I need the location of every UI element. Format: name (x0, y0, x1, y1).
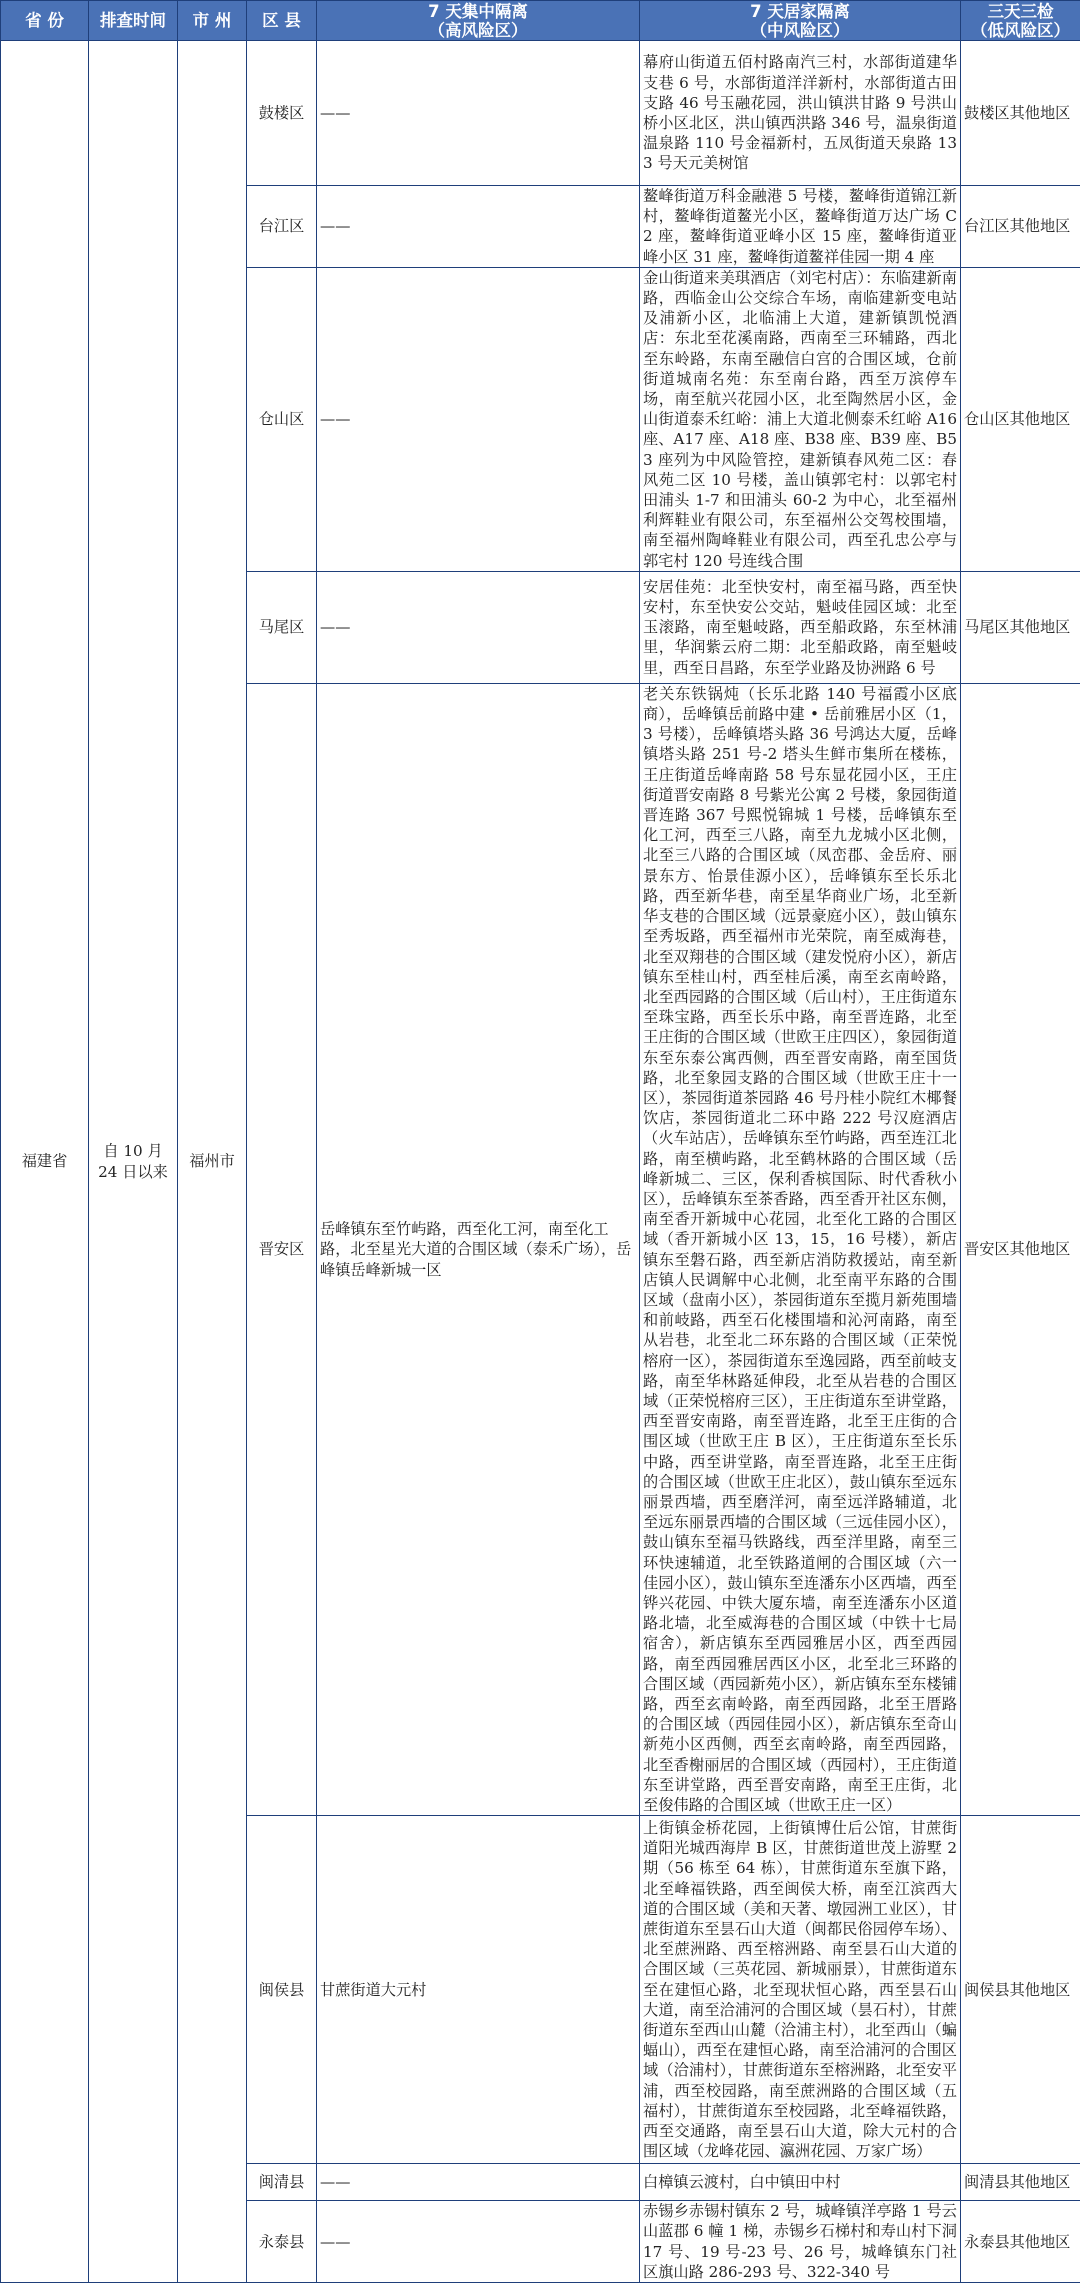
city-cell (178, 41, 247, 2283)
district-name: 晋安区 (259, 1240, 305, 1258)
district-name: 永泰县 (259, 2233, 305, 2251)
header-district-label: 区 县 (262, 11, 301, 30)
district-name: 台江区 (259, 217, 305, 235)
low-risk-cell (961, 683, 1080, 1815)
low-risk-cell (961, 2164, 1080, 2201)
header-mid-risk (640, 1, 961, 41)
mid-risk-cell (640, 186, 961, 268)
high-risk-text: —— (320, 2233, 350, 2251)
district-name: 仓山区 (259, 410, 305, 428)
high-risk-text: —— (320, 410, 350, 428)
low-risk-text: 鼓楼区其他地区 (964, 104, 1070, 122)
header-mid-risk-title: 7 天居家隔离 (642, 2, 958, 21)
mid-risk-text: 幕府山街道五佰村路南汽三村，水部街道建华支巷 6 号，水部街道洋洋新村，水部街道古田支路 46 号玉融花园，洪山镇洪甘路 9 号洪山桥小区北区，洪山镇西洪路 346 号，温泉街道温泉路 110 号金福新村，五凤街道天泉路 133 号天元美树馆 (643, 52, 957, 173)
header-low-risk-title: 三天三检 (963, 2, 1078, 21)
district-cell (247, 186, 317, 268)
mid-risk-cell (640, 267, 961, 571)
high-risk-text: —— (320, 217, 350, 235)
header-high-risk-subtitle: （高风险区） (319, 21, 637, 40)
header-low-risk-subtitle: （低风险区） (963, 21, 1078, 40)
district-name: 鼓楼区 (259, 104, 305, 122)
header-city (178, 1, 247, 41)
low-risk-text: 马尾区其他地区 (964, 618, 1070, 636)
high-risk-text: —— (320, 618, 350, 636)
mid-risk-text: 安居佳苑：北至快安村，南至福马路，西至快安村，东至快安公交站，魁岐佳园区域：北至玉滚路，南至魁岐路，西至船政路，东至林浦里，华润紫云府二期：北至船政路，南至魁岐里，西至日昌路，东至学业路及协洲路 6 号 (643, 577, 957, 678)
mid-risk-text: 白樟镇云渡村，白中镇田中村 (643, 2172, 957, 2192)
mid-risk-cell (640, 2201, 961, 2283)
table-body (1, 41, 1080, 2283)
mid-risk-text: 老关东铁锅炖（长乐北路 140 号福霞小区底商），岳峰镇岳前路中建 • 岳前雅居小区（1，3 号楼），岳峰镇塔头路 36 号鸿达大厦，岳峰镇塔头路 251 号-2 塔头生鲜市集所在楼栋，王庄街道岳峰南路 58 号东显花园小区，王庄街道晋安南路 8 号紫光公寓 2 号楼，象园街道晋连路 367 号熙悦锦城 1 号楼，岳峰镇东至化工河，西至三八路，南至九龙城小区北侧，北至三八路的合围区域（凤峦郡、金岳府、丽景东方、怡景佳源小区），岳峰镇东至长乐北路，西至新华巷，南至星华商业广场，北至新华支巷的合围区域（远景豪庭小区），鼓山镇东至秀坂路，西至福州市光荣院，南至威海巷，北至双翔巷的合围区域（建发悦府小区），新店镇东至桂山村，西至桂后溪，南至玄南岭路，北至西园路的合围区域（后山村），王庄街道东至珠宝路，西至长乐中路，南至晋连路，北至王庄街的合围区域（世欧王庄四区），象园街道东至东泰公寓西侧，西至晋安南路，南至国货路，北至象园支路的合围区域（世欧王庄十一区），茶园街道茶园路 46 号丹桂小院红木椰餐饮店，茶园街道北二环中路 222 号汉庭酒店（火车站店），岳峰镇东至竹屿路，西至连江北路，南至横屿路，北至鹤林路的合围区域（岳峰新城二、三区，保利香槟国际、时代香秋小区），岳峰镇东至茶香路，西至香开社区东侧，南至香开新城中心花园，北至化工路的合围区域（香开新城小区 13，15，16 号楼），新店镇东至磐石路，西至新店消防救援站，南至新店镇人民调解中心北侧，北至南平东路的合围区域（盘南小区），茶园街道东至揽月新苑围墙和前岐路，西至石化楼围墙和沁河南路，南至从岩巷，北至北二环东路的合围区域（正荣悦榕府一区），茶园街道东至逸园路，西至前岐支路，南至华林路延伸段，北至从岩巷的合围区域（正荣悦榕府三区），王庄街道东至讲堂路，西至晋安南路，南至晋连路，北至王庄街的合围区域（世欧王庄 B 区），王庄街道东至长乐中路，西至讲堂路，南至晋连路，北至王庄街的合围区域（世欧王庄北区），鼓山镇东至远东丽景西墙，西至磨洋河，南至远洋路辅道，北至远东丽景西墙的合围区域（三远佳园小区），鼓山镇东至福马铁路线，西至洋里路，南至三环快速辅道，北至铁路道闸的合围区域（六一佳园小区），鼓山镇东至连潘东小区西墙，西至铧兴花园、中铁大厦东墙，南至连潘东小区道路北墙，北至威海巷的合围区域（中铁十七局宿舍），新店镇东至西园雅居小区，西至西园路，南至西园雅居西区小区，北至北三环路的合围区域（西园新苑小区），新店镇东至东楼铺路，西至玄南岭路，南至西园路，北至王厝路的合围区域（西园佳园小区），新店镇东至奇山新苑小区西侧，西至玄南岭路，南至西园路，北至香榭丽居的合围区域（西园村），王庄街道东至讲堂路，西至晋安南路，南至王庄街，北至俊伟路的合围区域（世欧王庄一区） (643, 684, 957, 1815)
province-value: 福建省 (22, 1152, 68, 1170)
low-risk-cell (961, 1816, 1080, 2164)
header-high-risk (317, 1, 640, 41)
high-risk-text: 甘蔗街道大元村 (320, 1981, 426, 1999)
high-risk-text: —— (320, 104, 350, 122)
mid-risk-cell (640, 1816, 961, 2164)
mid-risk-cell (640, 683, 961, 1815)
mid-risk-text: 赤锡乡赤锡村镇东 2 号，城峰镇洋亭路 1 号云山蓝郡 6 幢 1 梯，赤锡乡石梯村和寿山村下洞 17 号、19 号-23 号、26 号，城峰镇东门社区旗山路 286-293 号、322-340 号 (643, 2201, 957, 2282)
low-risk-text: 闽侯县其他地区 (964, 1981, 1070, 1999)
table-row (1, 41, 1080, 186)
district-name: 闽侯县 (259, 1981, 305, 1999)
high-risk-text: —— (320, 2173, 350, 2191)
check-time-value: 自 10 月 24 日以来 (98, 1142, 168, 1180)
mid-risk-cell (640, 41, 961, 186)
high-risk-cell (317, 571, 640, 683)
district-cell (247, 41, 317, 186)
header-province (1, 1, 89, 41)
mid-risk-text: 金山街道来美琪酒店（刘宅村店）：东临建新南路，西临金山公交综合车场，南临建新变电站及浦新小区，北临浦上大道，建新镇凯悦酒店：东北至花溪南路，西南至三环辅路，西北至东岭路，东南至融信白宫的合围区域，仓前街道城南名苑：东至南台路，西至万滨停车场，南至航兴花园小区，北至陶然居小区，金山街道泰禾红峪：浦上大道北侧泰禾红峪 A16 座、A17 座、A18 座、B38 座、B39 座、B53 座列为中风险管控，建新镇春风苑二区：春风苑二区 10 号楼，盖山镇郭宅村：以郭宅村田浦头 1-7 和田浦头 60-2 为中心，北至福州利辉鞋业有限公司，东至福州公交驾校围墙，南至福州陶峰鞋业有限公司，西至孔忠公亭与郭宅村 120 号连线合围 (643, 268, 957, 571)
district-cell (247, 2164, 317, 2201)
check-time-cell (89, 41, 178, 2283)
low-risk-cell (961, 2201, 1080, 2283)
district-name: 闽清县 (259, 2173, 305, 2191)
mid-risk-cell (640, 571, 961, 683)
header-district (247, 1, 317, 41)
high-risk-cell (317, 2201, 640, 2283)
high-risk-cell (317, 186, 640, 268)
high-risk-cell (317, 267, 640, 571)
city-value: 福州市 (189, 1152, 235, 1170)
low-risk-cell (961, 571, 1080, 683)
low-risk-text: 永泰县其他地区 (964, 2233, 1070, 2251)
district-cell (247, 267, 317, 571)
district-name: 马尾区 (259, 618, 305, 636)
low-risk-text: 台江区其他地区 (964, 217, 1070, 235)
district-cell (247, 571, 317, 683)
province-cell (1, 41, 89, 2283)
header-city-label: 市 州 (193, 11, 232, 30)
low-risk-text: 晋安区其他地区 (964, 1240, 1070, 1258)
mid-risk-text: 鳌峰街道万科金融港 5 号楼，鳌峰街道锦江新村，鳌峰街道鳌光小区，鳌峰街道万达广场 C2 座，鳌峰街道亚峰小区 15 座，鳌峰街道亚峰小区 31 座，鳌峰街道鳌祥佳园一期 4 座 (643, 186, 957, 267)
low-risk-text: 仓山区其他地区 (964, 410, 1070, 428)
mid-risk-text: 上街镇金桥花园，上街镇博仕后公馆，甘蔗街道阳光城西海岸 B 区，甘蔗街道世茂上游墅 2 期（56 栋至 64 栋），甘蔗街道东至旗下路，北至峰福铁路，西至闽侯大桥，南至江滨西大道的合围区域（美和天著、墩园洲工业区），甘蔗街道东至昙石山大道（闽都民俗园停车场）、北至蔗洲路、西至榕洲路、南至昙石山大道的合围区域（三英花园、新城丽景），甘蔗街道东至在建恒心路，北至现状恒心路，西至昙石山大道，南至洽浦河的合围区域（昙石村），甘蔗街道东至西山山麓（洽浦主村），北至西山（蝙蝠山），西至在建恒心路，南至洽浦河的合围区域（洽浦村），甘蔗街道东至榕洲路，北至安平浦，西至校园路，南至蔗洲路的合围区域（五福村），甘蔗街道东至校园路，北至峰福铁路，西至交通路，南至昙石山大道，除大元村的合围区域（龙峰花园、瀛洲花园、万家广场） (643, 1818, 957, 2161)
header-high-risk-title: 7 天集中隔离 (319, 2, 637, 21)
low-risk-cell (961, 186, 1080, 268)
high-risk-cell (317, 41, 640, 186)
low-risk-cell (961, 267, 1080, 571)
mid-risk-cell (640, 2164, 961, 2201)
high-risk-cell (317, 2164, 640, 2201)
district-cell (247, 2201, 317, 2283)
high-risk-cell (317, 1816, 640, 2164)
high-risk-cell (317, 683, 640, 1815)
header-check-time-label: 排查时间 (100, 11, 166, 30)
header-check-time (89, 1, 178, 41)
header-mid-risk-subtitle: （中风险区） (642, 21, 958, 40)
header-row (1, 1, 1080, 41)
low-risk-text: 闽清县其他地区 (964, 2173, 1070, 2191)
district-cell (247, 683, 317, 1815)
table-header (1, 1, 1080, 41)
low-risk-cell (961, 41, 1080, 186)
header-province-label: 省 份 (25, 11, 64, 30)
header-low-risk (961, 1, 1080, 41)
high-risk-text: 岳峰镇东至竹屿路，西至化工河，南至化工路，北至星光大道的合围区域（泰禾广场），岳峰镇岳峰新城一区 (320, 1220, 631, 1278)
district-cell (247, 1816, 317, 2164)
